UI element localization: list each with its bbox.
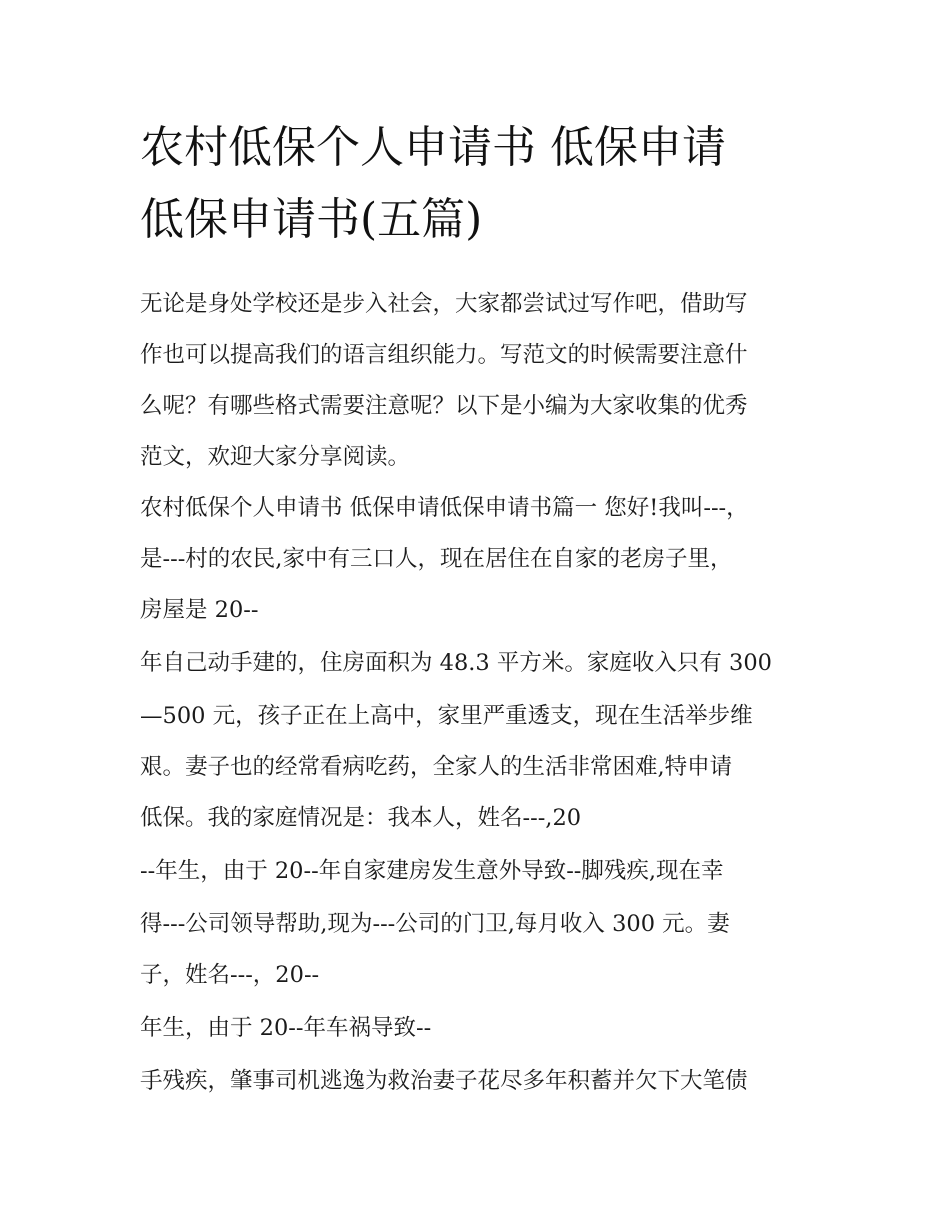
- body-line-13: 得---公司领导帮助,现为---公司的门卫,每月收入 300 元。妻: [140, 911, 730, 937]
- body-line-15: 年生，由于 20--年车祸导致--: [140, 1015, 432, 1041]
- body-line-3: 么呢？有哪些格式需要注意呢？以下是小编为大家收集的优秀: [140, 393, 748, 419]
- body-line-16: 手残疾，肇事司机逃逸为救治妻子花尽多年积蓄并欠下大笔债: [140, 1068, 748, 1094]
- body-line-12: --年生，由于 20--年自家建房发生意外导致--脚残疾,现在幸: [140, 858, 724, 884]
- document-title: [140, 112, 820, 256]
- body-line-5: 农村低保个人申请书 低保申请低保申请书篇一 您好!我叫---，: [140, 495, 749, 521]
- body-line-11: 低保。我的家庭情况是：我本人，姓名---,20: [140, 805, 582, 831]
- body-line-9: —500 元，孩子正在上高中，家里严重透支，现在生活举步维: [140, 703, 753, 729]
- title-line-1: 农村低保个人申请书 低保申请: [140, 122, 726, 173]
- document-body: [140, 279, 820, 1107]
- title-line-2: 低保申请书(五篇): [140, 194, 483, 245]
- body-line-8: 年自己动手建的，住房面积为 48.3 平方米。家庭收入只有 300: [140, 650, 773, 676]
- body-line-7: 房屋是 20--: [140, 597, 259, 623]
- body-line-6: 是---村的农民,家中有三口人，现在居住在自家的老房子里，: [140, 546, 733, 572]
- body-line-1: 无论是身处学校还是步入社会，大家都尝试过写作吧，借助写: [140, 291, 748, 317]
- body-line-10: 艰。妻子也的经常看病吃药，全家人的生活非常困难,特申请: [140, 754, 733, 780]
- body-line-2: 作也可以提高我们的语言组织能力。写范文的时候需要注意什: [140, 342, 748, 368]
- body-line-4: 范文，欢迎大家分享阅读。: [140, 444, 411, 470]
- body-line-14: 子，姓名---，20--: [140, 962, 320, 988]
